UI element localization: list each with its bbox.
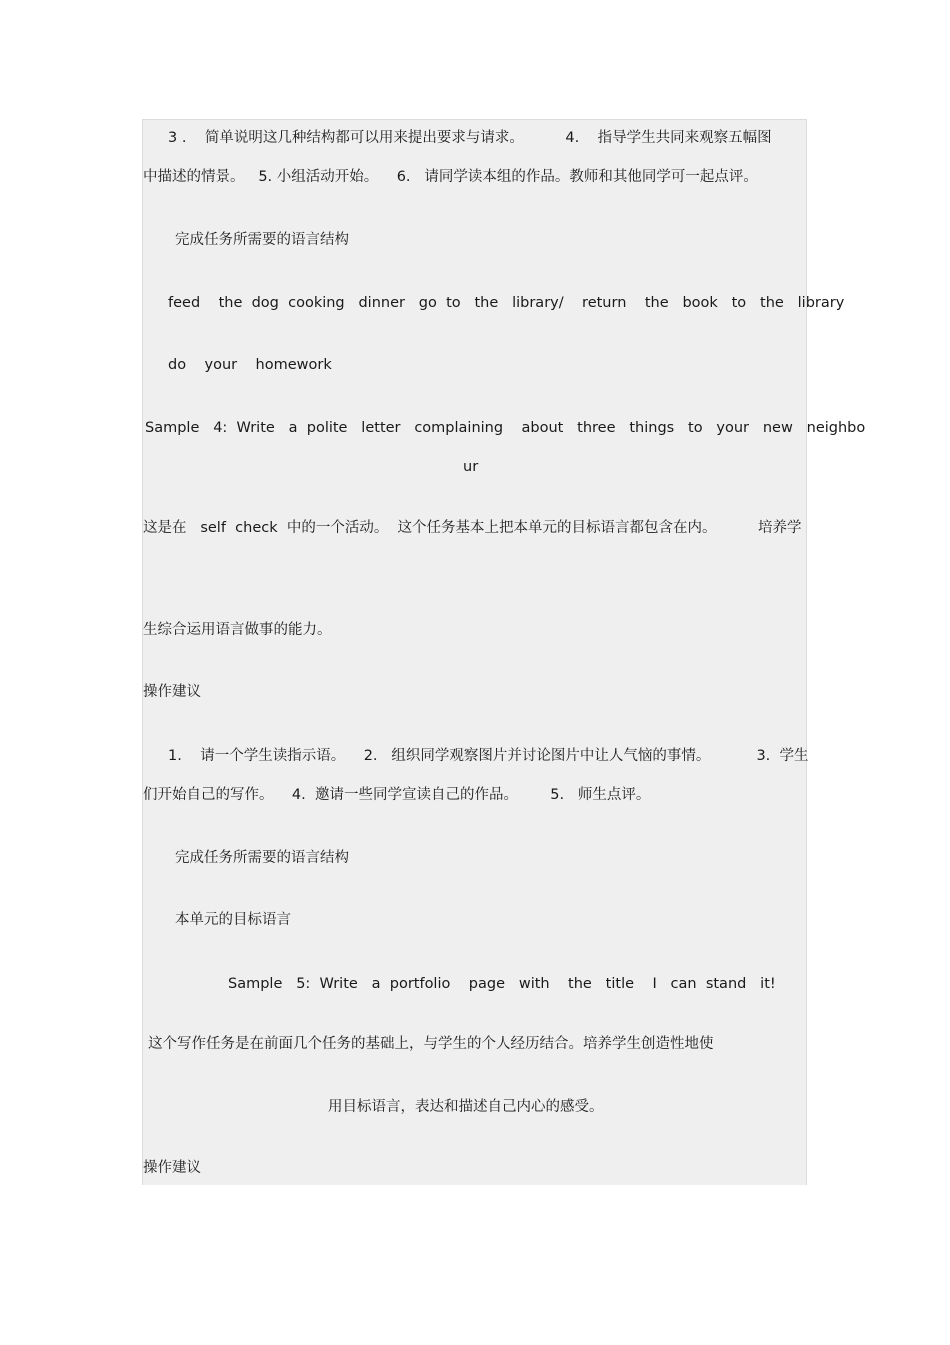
sample-4-title: Sample 4: Write a polite letter complaining about three things to your new neighbo — [145, 420, 866, 436]
text-line-writing-task-2: 用目标语言，表达和描述自己内心的感受。 — [328, 1099, 604, 1115]
sample-4-title-wrap: ur — [463, 459, 479, 475]
text-line-steps-2: 们开始自己的写作。 4. 邀请一些同学宣读自己的作品。 5. 师生点评。 — [143, 787, 651, 803]
text-line-target-language: 本单元的目标语言 — [175, 912, 291, 928]
text-line-phrases-1: feed the dog cooking dinner go to the library/ return the book to the library — [168, 295, 845, 311]
heading-operation-suggestion-1: 操作建议 — [143, 684, 201, 700]
text-line-ability: 生综合运用语言做事的能力。 — [143, 622, 332, 638]
text-line-writing-task: 这个写作任务是在前面几个任务的基础上，与学生的个人经历结合。培养学生创造性地使 — [148, 1036, 714, 1052]
text-line-steps-1: 1. 请一个学生读指示语。 2. 组织同学观察图片并讨论图片中让人气恼的事情。 3. 学生 — [168, 748, 809, 764]
text-line-step4-6: 中描述的情景。 5. 小组活动开始。 6. 请同学读本组的作品。教师和其他同学可一起点评。 — [143, 169, 758, 185]
text-line-step3-4: 3 . 简单说明这几种结构都可以用来提出要求与请求。 4. 指导学生共同来观察五幅图 — [168, 130, 772, 146]
sample-5-title: Sample 5: Write a portfolio page with the title I can stand it! — [228, 976, 776, 992]
text-line-self-check: 这是在 self check 中的一个活动。 这个任务基本上把本单元的目标语言都包含在内。 培养学 — [143, 520, 802, 536]
heading-language-structure-1: 完成任务所需要的语言结构 — [175, 232, 349, 248]
text-line-phrases-2: do your homework — [168, 357, 332, 373]
heading-language-structure-2: 完成任务所需要的语言结构 — [175, 850, 349, 866]
content-panel — [142, 119, 807, 1185]
heading-operation-suggestion-2: 操作建议 — [143, 1160, 201, 1176]
